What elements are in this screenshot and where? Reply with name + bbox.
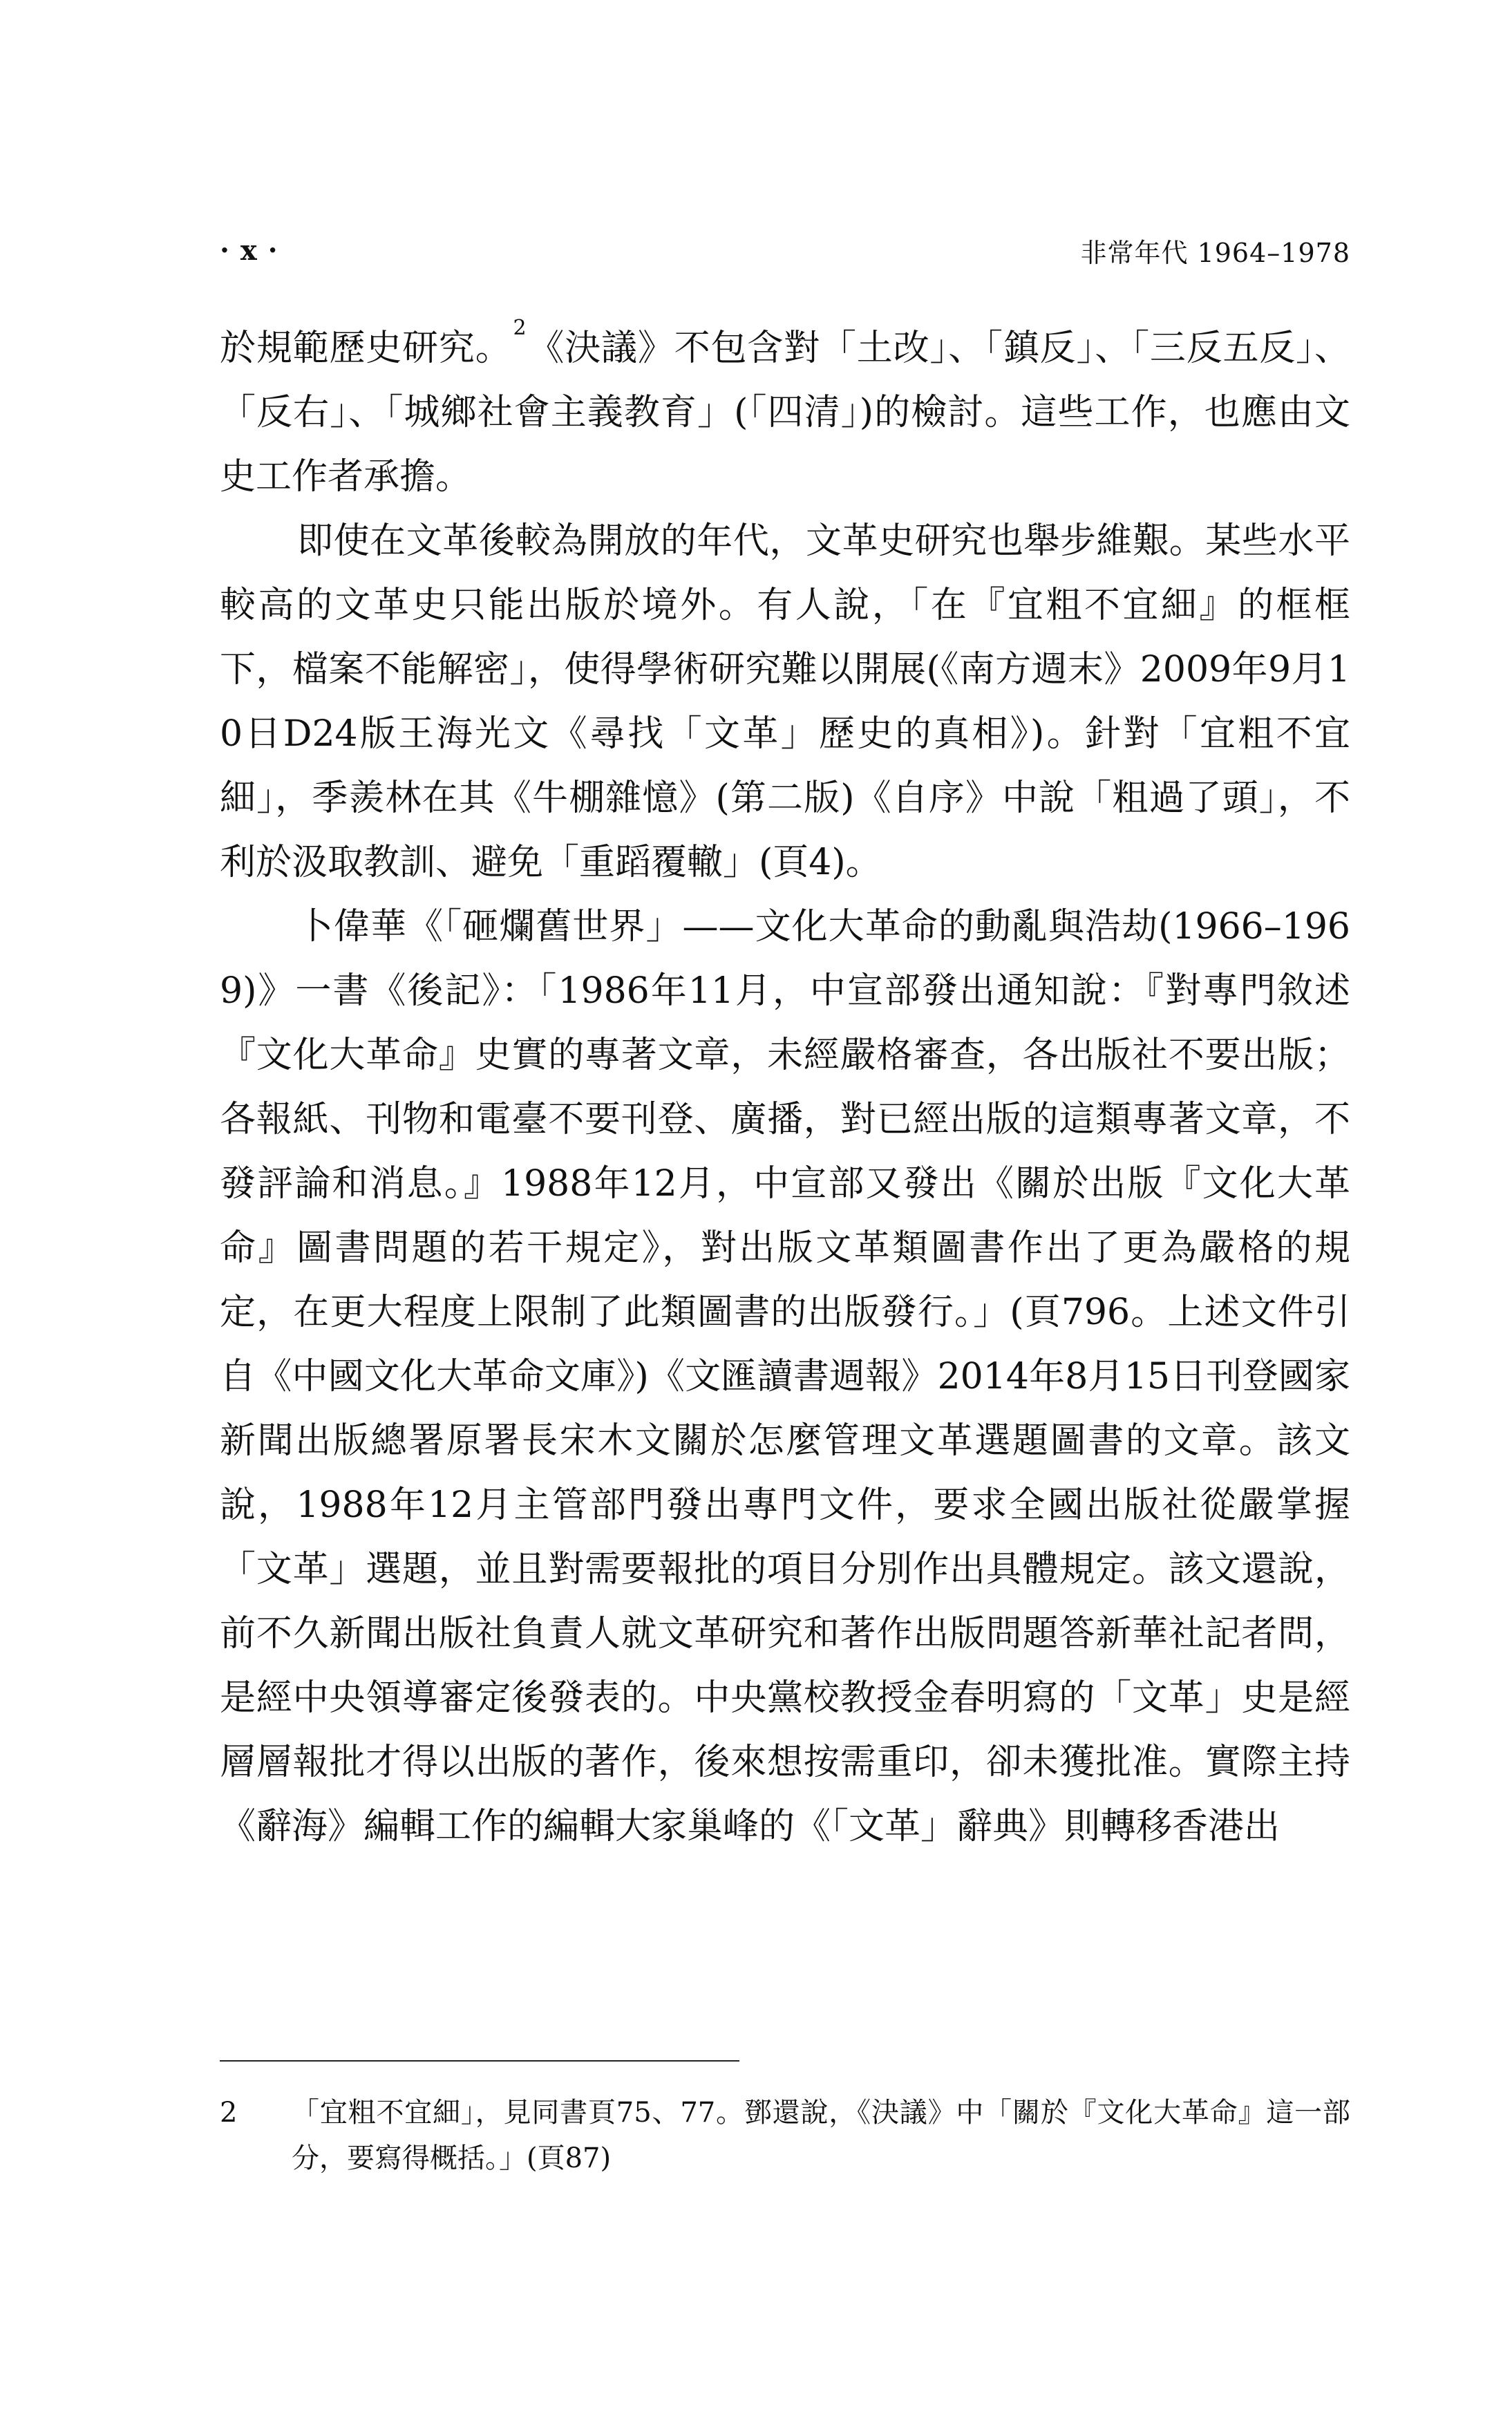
paragraph-1	[220, 317, 1350, 509]
paragraph-1-rest: 《決議》不包含對「土改」、「鎮反」、「三反五反」、「反右」、「城鄉社會主義教育」(「四清」)的檢討。這些工作，也應由文史工作者承擔。	[220, 328, 1350, 498]
book-title: 非常年代 1964–1978	[1080, 237, 1350, 268]
footnote-divider	[220, 2060, 739, 2062]
footnote-text: 「宜粗不宜細」，見同書頁75、77。鄧還說，《決議》中「關於『文化大革命』這一部分，要寫得概括。」(頁87)	[292, 2097, 1350, 2174]
footnote-reference[interactable]: 2	[513, 316, 527, 340]
footnote-number: 2	[220, 2097, 238, 2129]
paragraph-2: 即使在文革後較為開放的年代，文革史研究也舉步維艱。某些水平較高的文革史只能出版於境外。有人說，「在『宜粗不宜細』的框框下，檔案不能解密」，使得學術研究難以開展(《南方週末》2009年9月10日D24版王海光文《尋找「文革」歷史的真相》)。針對「宜粗不宜細」，季羨林在其《牛棚雜憶》(第二版)《自序》中說「粗過了頭」，不利於汲取教訓、避免「重蹈覆轍」(頁4)。	[220, 520, 1350, 883]
page-number: · x ·	[220, 234, 278, 267]
running-head	[220, 229, 1350, 271]
main-text	[220, 317, 1350, 1859]
paragraph-1-start: 於規範歷史研究。	[220, 328, 512, 369]
paragraph-3: 卜偉華《「砸爛舊世界」——文化大革命的動亂與浩劫(1966–1969)》一書《後記》：「1986年11月，中宣部發出通知說：『對專門敘述『文化大革命』史實的專著文章，未經嚴格審查，各出版社不要出版；各報紙、刊物和電臺不要刊登、廣播，對已經出版的這類專著文章，不發評論和消息。』1988年12月，中宣部又發出《關於出版『文化大革命』圖書問題的若干規定》，對出版文革類圖書作出了更為嚴格的規定，在更大程度上限制了此類圖書的出版發行。」(頁796。上述文件引自《中國文化大革命文庫》)《文匯讀書週報》2014年8月15日刊登國家新聞出版總署原署長宋木文關於怎麼管理文革選題圖書的文章。該文說，1988年12月主管部門發出專門文件，要求全國出版社從嚴掌握「文革」選題，並且對需要報批的項目分別作出具體規定。該文還說，前不久新聞出版社負責人就文革研究和著作出版問題答新華社記者問，是經中央領導審定後發表的。中央黨校教授金春明寫的「文革」史是經層層報批才得以出版的著作，後來想按需重印，卻未獲批准。實際主持《辭海》編輯工作的編輯大家巢峰的《「文革」辭典》則轉移香港出	[220, 906, 1350, 1847]
footnote	[220, 2090, 1350, 2181]
